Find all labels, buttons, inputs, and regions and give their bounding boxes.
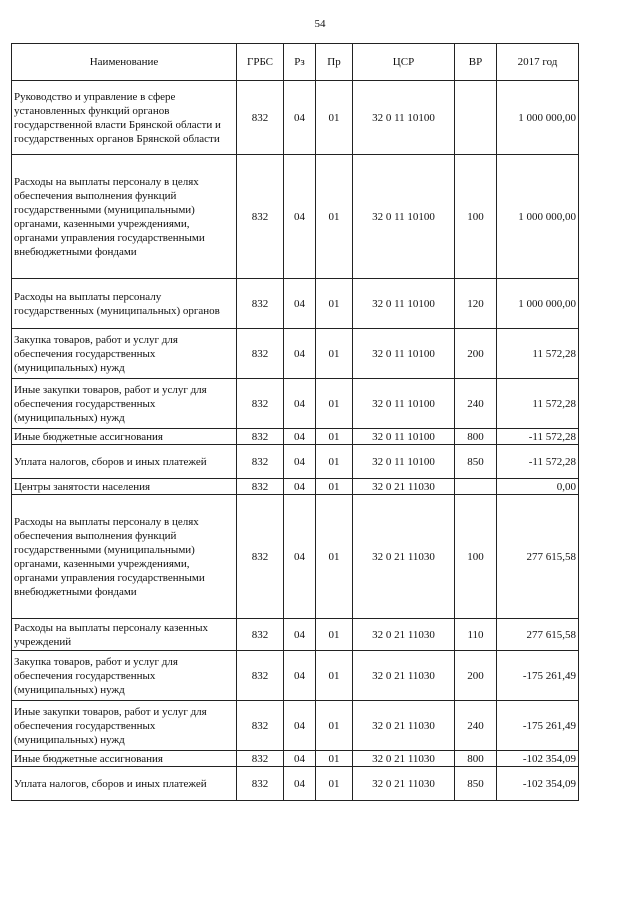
row-name: Иные бюджетные ассигнования [12,751,237,767]
row-vr: 120 [455,279,497,329]
row-amount: 0,00 [497,479,579,495]
header-pr: Пр [316,44,353,81]
row-pr: 01 [316,479,353,495]
row-grbs: 832 [237,445,284,479]
row-amount: -102 354,09 [497,751,579,767]
row-name: Расходы на выплаты персоналу государственных (муниципальных) органов [12,279,237,329]
row-rz: 04 [284,445,316,479]
row-pr: 01 [316,701,353,751]
row-grbs: 832 [237,495,284,619]
row-name: Расходы на выплаты персоналу казенных учреждений [12,619,237,651]
row-vr [455,81,497,155]
table-row [12,445,579,479]
table-row [12,751,579,767]
row-rz: 04 [284,155,316,279]
table-row [12,767,579,801]
row-grbs: 832 [237,701,284,751]
row-rz: 04 [284,379,316,429]
row-name: Иные закупки товаров, работ и услуг для обеспечения государственных (муниципальных) нужд [12,701,237,751]
row-name: Руководство и управление в сфере установленных функций органов государственной власти Брянской области и государственных органов Брянской области [12,81,237,155]
row-pr: 01 [316,329,353,379]
row-name: Иные закупки товаров, работ и услуг для обеспечения государственных (муниципальных) нужд [12,379,237,429]
row-rz: 04 [284,329,316,379]
row-rz: 04 [284,701,316,751]
row-amount: -11 572,28 [497,445,579,479]
row-rz: 04 [284,751,316,767]
row-name: Расходы на выплаты персоналу в целях обеспечения выполнения функций государственными (муниципальными) органами, казенными учреждениями, органами управления государственными внебюджетными фондами [12,495,237,619]
row-csr: 32 0 21 11030 [353,767,455,801]
header-year: 2017 год [497,44,579,81]
row-vr: 850 [455,445,497,479]
row-amount: -175 261,49 [497,651,579,701]
row-csr: 32 0 11 10100 [353,155,455,279]
table-row [12,429,579,445]
row-pr: 01 [316,445,353,479]
row-amount: 1 000 000,00 [497,81,579,155]
table-row [12,619,579,651]
row-amount: 277 615,58 [497,619,579,651]
row-vr: 800 [455,429,497,445]
row-pr: 01 [316,619,353,651]
row-vr: 850 [455,767,497,801]
row-grbs: 832 [237,651,284,701]
row-grbs: 832 [237,751,284,767]
row-grbs: 832 [237,479,284,495]
row-vr: 800 [455,751,497,767]
row-csr: 32 0 21 11030 [353,495,455,619]
row-amount: 11 572,28 [497,379,579,429]
row-grbs: 832 [237,619,284,651]
row-grbs: 832 [237,379,284,429]
table-row [12,279,579,329]
row-csr: 32 0 11 10100 [353,329,455,379]
row-name: Центры занятости населения [12,479,237,495]
table-row [12,701,579,751]
row-amount: 277 615,58 [497,495,579,619]
row-pr: 01 [316,495,353,619]
row-vr: 240 [455,701,497,751]
row-rz: 04 [284,495,316,619]
row-csr: 32 0 21 11030 [353,751,455,767]
row-rz: 04 [284,279,316,329]
row-amount: -102 354,09 [497,767,579,801]
row-pr: 01 [316,751,353,767]
table-row [12,81,579,155]
row-vr: 240 [455,379,497,429]
row-name: Расходы на выплаты персоналу в целях обеспечения выполнения функций государственными (муниципальными) органами, казенными учреждениями, органами управления государственными внебюджетными фондами [12,155,237,279]
budget-table [11,43,579,801]
row-amount: -11 572,28 [497,429,579,445]
row-rz: 04 [284,619,316,651]
row-pr: 01 [316,81,353,155]
page-number: 54 [314,18,326,30]
row-vr: 200 [455,329,497,379]
table-row [12,329,579,379]
header-csr: ЦСР [353,44,455,81]
row-csr: 32 0 11 10100 [353,445,455,479]
row-rz: 04 [284,651,316,701]
row-grbs: 832 [237,155,284,279]
row-vr: 200 [455,651,497,701]
row-pr: 01 [316,379,353,429]
table-row [12,651,579,701]
row-pr: 01 [316,279,353,329]
row-rz: 04 [284,429,316,445]
header-grbs: ГРБС [237,44,284,81]
header-vr: ВР [455,44,497,81]
row-name: Уплата налогов, сборов и иных платежей [12,445,237,479]
row-pr: 01 [316,155,353,279]
row-name: Уплата налогов, сборов и иных платежей [12,767,237,801]
row-grbs: 832 [237,329,284,379]
row-rz: 04 [284,479,316,495]
row-name: Иные бюджетные ассигнования [12,429,237,445]
table-header-row [12,44,579,81]
row-vr [455,479,497,495]
row-csr: 32 0 11 10100 [353,429,455,445]
table-row [12,155,579,279]
row-grbs: 832 [237,279,284,329]
row-rz: 04 [284,767,316,801]
row-pr: 01 [316,767,353,801]
row-amount: 1 000 000,00 [497,279,579,329]
row-csr: 32 0 11 10100 [353,279,455,329]
header-rz: Рз [284,44,316,81]
row-csr: 32 0 11 10100 [353,379,455,429]
row-amount: 1 000 000,00 [497,155,579,279]
row-csr: 32 0 11 10100 [353,81,455,155]
row-name: Закупка товаров, работ и услуг для обеспечения государственных (муниципальных) нужд [12,329,237,379]
row-grbs: 832 [237,767,284,801]
table-row [12,495,579,619]
row-rz: 04 [284,81,316,155]
row-csr: 32 0 21 11030 [353,619,455,651]
row-vr: 100 [455,495,497,619]
row-grbs: 832 [237,429,284,445]
row-vr: 100 [455,155,497,279]
table-row [12,379,579,429]
row-csr: 32 0 21 11030 [353,701,455,751]
row-grbs: 832 [237,81,284,155]
row-name: Закупка товаров, работ и услуг для обеспечения государственных (муниципальных) нужд [12,651,237,701]
row-pr: 01 [316,651,353,701]
row-csr: 32 0 21 11030 [353,651,455,701]
row-vr: 110 [455,619,497,651]
row-csr: 32 0 21 11030 [353,479,455,495]
row-pr: 01 [316,429,353,445]
table-row [12,479,579,495]
row-amount: 11 572,28 [497,329,579,379]
row-amount: -175 261,49 [497,701,579,751]
header-name: Наименование [12,44,237,81]
